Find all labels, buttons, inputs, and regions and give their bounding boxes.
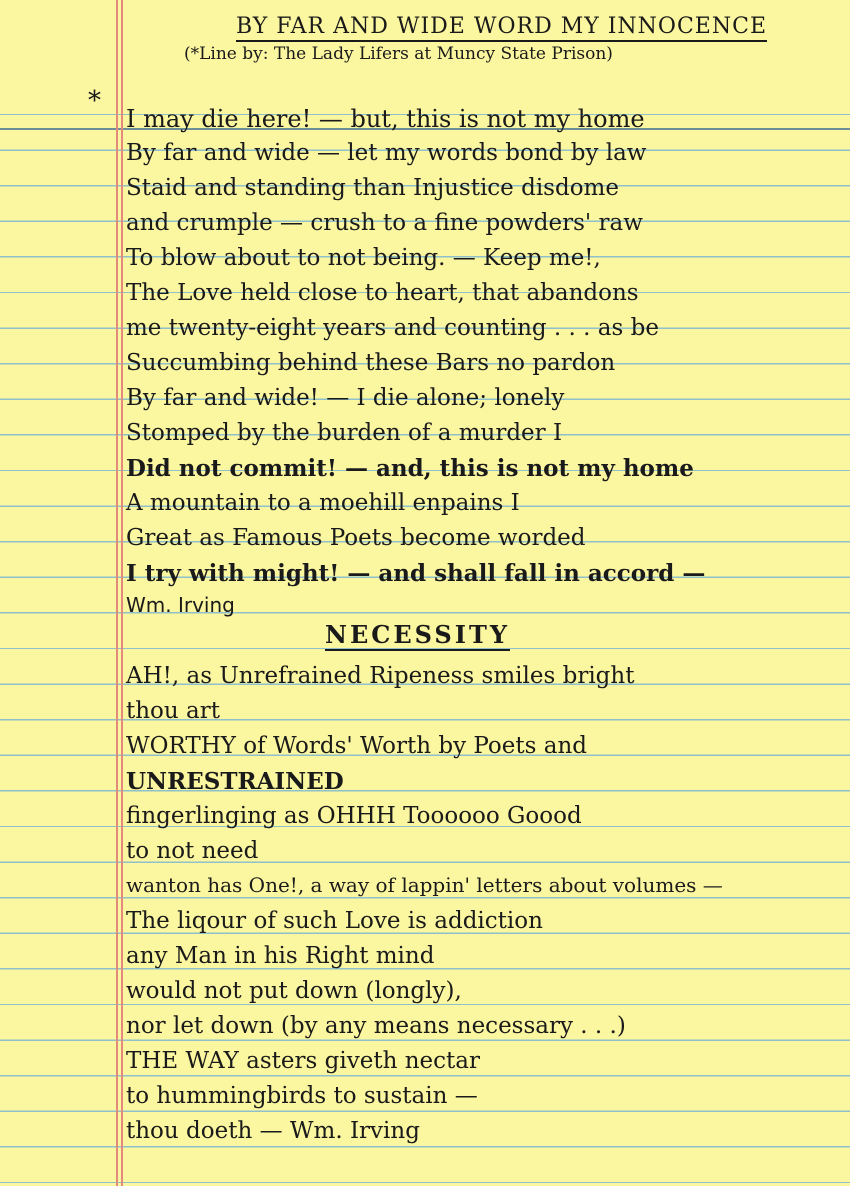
- section-heading: NECESSITY: [325, 620, 510, 649]
- poem-line: UNRESTRAINED: [126, 768, 344, 795]
- poem-line: any Man in his Right mind: [126, 943, 435, 969]
- signature: Wm. Irving: [126, 593, 235, 617]
- asterisk-mark: *: [88, 86, 101, 116]
- poem-line: A mountain to a moehill enpains I: [126, 490, 520, 516]
- poem-line: thou art: [126, 698, 220, 724]
- poem-line: to hummingbirds to sustain —: [126, 1083, 478, 1109]
- poem-line: thou doeth — Wm. Irving: [126, 1118, 420, 1144]
- page-title: BY FAR AND WIDE WORD MY INNOCENCE: [236, 14, 767, 42]
- poem-line: I may die here! — but, this is not my home: [126, 105, 645, 133]
- poem-line: me twenty-eight years and counting . . . as be: [126, 315, 659, 341]
- poem-line: wanton has One!, a way of lappin' letters about volumes —: [126, 873, 723, 897]
- margin-rule: [116, 0, 118, 1186]
- poem-line: Did not commit! — and, this is not my home: [126, 455, 694, 482]
- poem-line: and crumple — crush to a fine powders' raw: [126, 210, 643, 236]
- poem-line: Stomped by the burden of a murder I: [126, 420, 563, 446]
- poem-line: The liqour of such Love is addiction: [126, 908, 543, 934]
- poem-line: To blow about to not being. — Keep me!,: [126, 245, 601, 271]
- poem-line: Staid and standing than Injustice disdome: [126, 175, 619, 201]
- poem-line: Great as Famous Poets become worded: [126, 525, 586, 551]
- page-subtitle: (*Line by: The Lady Lifers at Muncy State Prison): [184, 44, 613, 64]
- poem-line: Succumbing behind these Bars no pardon: [126, 350, 616, 376]
- poem-line: I try with might! — and shall fall in accord —: [126, 560, 706, 587]
- poem-line: THE WAY asters giveth nectar: [126, 1048, 480, 1074]
- poem-line: AH!, as Unrefrained Ripeness smiles bright: [126, 663, 635, 689]
- poem-line: fingerlinging as OHHH Toooooo Goood: [126, 803, 582, 829]
- poem-line: nor let down (by any means necessary . . .): [126, 1013, 626, 1039]
- poem-line: to not need: [126, 838, 259, 864]
- margin-rule: [121, 0, 123, 1186]
- poem-line: would not put down (longly),: [126, 978, 462, 1004]
- poem-line: By far and wide — let my words bond by law: [126, 140, 647, 166]
- poem-line: WORTHY of Words' Worth by Poets and: [126, 733, 587, 759]
- poem-line: By far and wide! — I die alone; lonely: [126, 385, 565, 411]
- poem-line: The Love held close to heart, that abandons: [126, 280, 639, 306]
